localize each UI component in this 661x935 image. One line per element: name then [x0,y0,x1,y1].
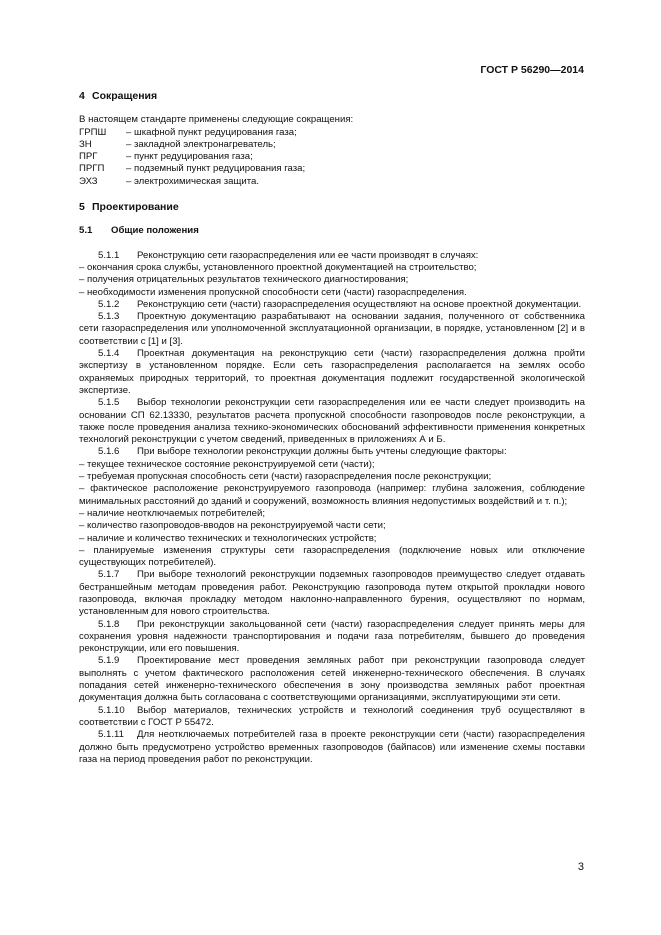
abbr-key: ЭХЗ [79,175,98,187]
abbr-text: – подземный пункт редуцирования газа; [126,163,306,175]
list-item: – текущее техническое состояние реконструируемой сети (части); [79,458,375,470]
clause-text: Реконструкцию сети газораспределения или ее части производят в случаях: [137,249,479,261]
clause-number: 5.1.3 [98,311,120,323]
list-item [79,151,585,163]
clause-text: Реконструкцию сети (части) газораспределения осуществляют на основе проектной документации. [137,298,582,310]
clause-5-1-2 [79,299,585,311]
clause-text: При реконструкции закольцованной сети (части) газораспределения следует принять меры для сохранения уровня надежности транспортирования и подачи газа потребителям, бывшего до проведения реконструкции, или его повышения. [79,618,585,655]
list-item: – наличие и количество технических и технологических устройств; [79,532,377,544]
subsection-number: 5.1 [79,225,93,237]
clause-5-1-5 [79,397,585,446]
clause-text: При выборе технологии реконструкции должны быть учтены следующие факторы: [137,446,507,458]
document-body [79,90,585,766]
clause-number: 5.1.10 [98,704,125,716]
page-number: 3 [577,861,584,873]
abbr-key: ЗН [79,138,92,150]
list-item: – получения отрицательных результатов технического диагностирования; [79,274,409,286]
clause-text: Проектная документация на реконструкцию сети (части) газораспределения должна пройти экспертизу в установленном порядке. Если сеть газораспределения располагается на землях особо охраняемых природных территорий, то проектная документация подлежит государственной экологической экспертизе. [79,348,585,396]
list-item [79,139,585,151]
section-number: 4 [79,90,85,102]
clause-number: 5.1.4 [98,348,120,360]
list-item: – необходимости изменения пропускной способности сети (части) газораспределения. [79,286,467,298]
abbr-text: – электрохимическая защита. [126,175,260,187]
clause-number: 5.1.5 [98,397,120,409]
clause-number: 5.1.7 [98,569,120,581]
clause-number: 5.1.11 [98,729,124,741]
clause-number: 5.1.9 [98,655,120,667]
clause-number: 5.1.1 [98,249,120,261]
clause-5-1-6 [79,446,585,458]
section-title: Проектирование [92,201,179,214]
clause-5-1-11 [79,729,585,766]
clause-number: 5.1.6 [98,446,120,458]
abbr-key: ГРПШ [79,126,107,138]
subsection-5-1-heading [79,225,585,237]
abbr-text: – пункт редуцирования газа; [126,151,253,163]
clause-number: 5.1.8 [98,618,120,630]
clause-number: 5.1.2 [98,298,120,310]
list-item: – наличие неотключаемых потребителей; [79,507,266,519]
clause-5-1-4 [79,348,585,397]
clause-text: При выборе технологий реконструкции подземных газопроводов преимущество следует отдавать бестраншейным методам проведения работ. Реконструкцию газопровода путем открытой прокладки нового газопровода, включая прокладку методом наклонно-направленного бурения, осуществляют по нормам, установленным для нового строительства. [79,569,585,618]
section-4-heading [79,90,585,102]
list-item: – требуемая пропускная способность сети (части) газораспределения после реконструкции; [79,471,492,483]
section-number: 5 [79,201,85,214]
list-item: – окончания срока службы, установленного проектной документацией на строительство; [79,261,477,273]
list-item [79,176,585,188]
list-item: – фактическое расположение реконструируемого газопровода (например: глубина заложения, соблюдение минимальных расстояний до зданий и сооружений, возможность влияния недопустимых воздействий и т. п.); [79,483,585,507]
abbr-intro: В настоящем стандарте применены следующие сокращения: [79,114,354,126]
clause-5-1-3 [79,311,585,348]
abbr-text: – шкафной пункт редуцирования газа; [126,126,297,138]
abbreviation-list [79,127,585,188]
abbr-key: ПРГ [79,151,98,163]
clause-5-1-10 [79,705,585,730]
list-item: – количество газопроводов-вводов на реконструируемой части сети; [79,520,386,532]
abbr-key: ПРГП [79,163,105,175]
clause-5-1-9 [79,655,585,704]
list-item [79,127,585,139]
clause-text: Для неотключаемых потребителей газа в проекте реконструкции сети (части) газораспределения должно быть предусмотрено устройство временных газопроводов (байпасов) или изменение схемы поставки газа на период проведения работ по реконструкции. [79,729,585,765]
list-item: – планируемые изменения структуры сети газораспределения (подключение новых или отключение существующих потребителей). [79,544,585,569]
standard-header: ГОСТ Р 56290—2014 [480,64,584,76]
clause-text: Проектную документацию разрабатывают на основании задания, полученного от собственника сети газораспределения или уполномоченной эксплуатационной организации, в порядке, установленном [2] и в соответствии с [1] и [3]. [79,311,585,347]
clause-text: Выбор технологии реконструкции сети газораспределения или ее части следует производить на основании СП 62.13330, результатов расчета пропускной способности газопроводов после реконструкции, а также после проведения анализа технико-экономических обоснований эффективности применения конкретных технологий реконструкции с учетом сведений, приведенных в приложениях А и Б. [79,397,585,446]
list-item [79,163,585,175]
clause-text: Выбор материалов, технических устройств и технологий соединения труб осуществляют в соответствии с ГОСТ Р 55472. [79,704,585,728]
section-5-heading [79,201,585,213]
subsection-title: Общие положения [111,225,199,237]
section-title: Сокращения [92,90,158,102]
clause-5-1-7 [79,569,585,618]
clause-5-1-8 [79,619,585,656]
abbr-text: – закладной электронагреватель; [126,138,276,150]
clause-5-1-1 [79,250,585,262]
clause-text: Проектирование мест проведения земляных работ при реконструкции газопровода следует выполнять с учетом фактического расположения сетей инженерно-технического обеспечения. В случаях попадания сетей инженерно-технического обеспечения в зону производства земляных работ проектная документация должна быть согласована с соответствующими организациями, эксплуатирующими эти сети. [79,655,585,704]
